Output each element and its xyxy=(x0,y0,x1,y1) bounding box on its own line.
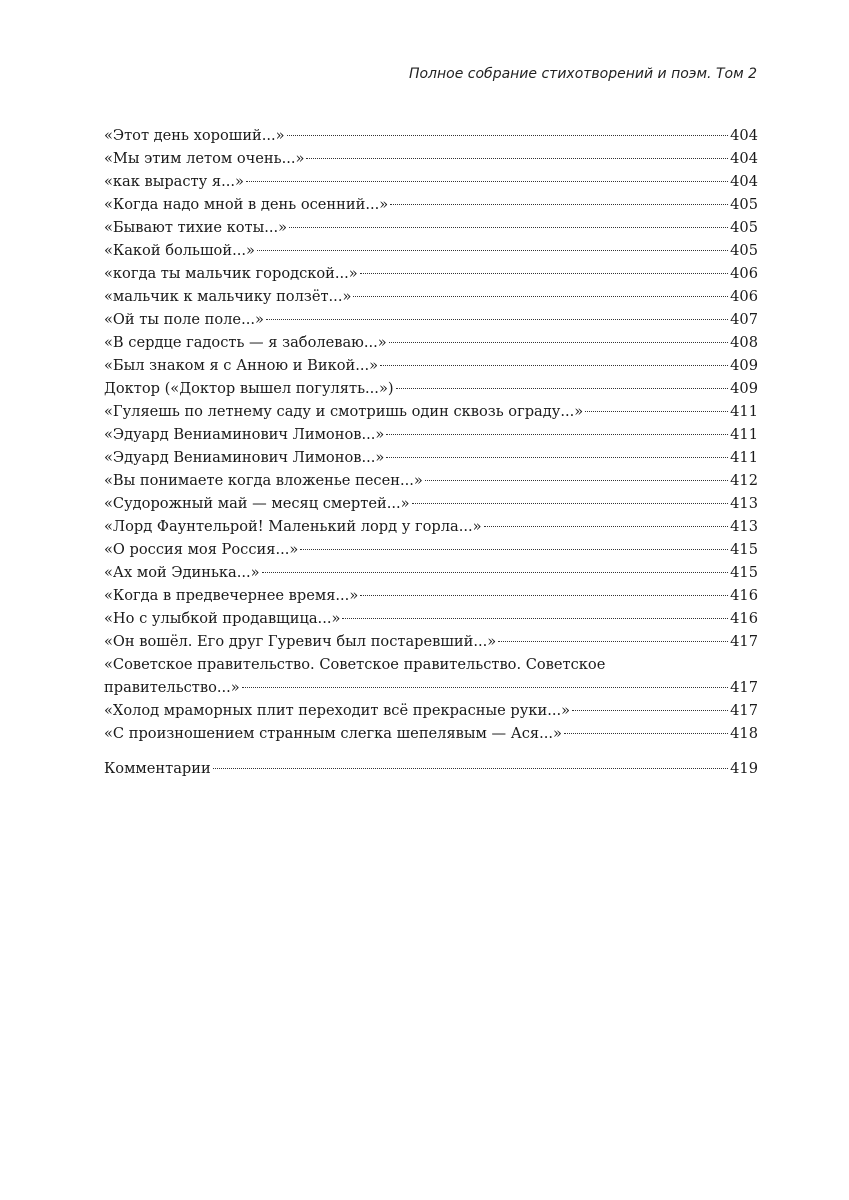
toc-entry xyxy=(104,722,758,745)
dot-leader xyxy=(564,732,728,734)
toc-entry xyxy=(104,239,758,262)
dot-leader xyxy=(396,387,729,389)
toc-page-number: 413 xyxy=(730,495,758,512)
toc-entry-title: «Эдуард Вениаминович Лимонов...» xyxy=(104,426,385,443)
toc-entry-title: «Судорожный май — месяц смертей...» xyxy=(104,495,410,512)
toc-entry xyxy=(104,630,758,653)
toc-entry-title: «Какой большой...» xyxy=(104,242,255,259)
toc-page-number: 409 xyxy=(730,357,758,374)
toc-entry xyxy=(104,538,758,561)
toc-entry xyxy=(104,124,758,147)
dot-leader xyxy=(213,767,728,769)
toc-page-number: 405 xyxy=(730,242,758,259)
dot-leader xyxy=(498,640,728,642)
toc-entry xyxy=(104,285,758,308)
toc-entry xyxy=(104,423,758,446)
toc-entry xyxy=(104,354,758,377)
dot-leader xyxy=(287,134,729,136)
toc-entry-title: Комментарии xyxy=(104,760,211,777)
dot-leader xyxy=(242,686,728,688)
toc-entry-title: «когда ты мальчик городской...» xyxy=(104,265,358,282)
toc-page-number: 415 xyxy=(730,564,758,581)
toc-entry xyxy=(104,308,758,331)
dot-leader xyxy=(306,157,728,159)
toc-page-number: 404 xyxy=(730,127,758,144)
toc-page-number: 408 xyxy=(730,334,758,351)
toc-entry xyxy=(104,400,758,423)
running-header: Полное собрание стихотворений и поэм. Том 2 xyxy=(408,66,757,82)
toc-page-number: 411 xyxy=(730,449,758,466)
toc-entry-title: «Мы этим летом очень...» xyxy=(104,150,305,167)
toc-entry-title: «Но с улыбкой продавщица...» xyxy=(104,610,341,627)
toc-entry-title: «Бывают тихие коты...» xyxy=(104,219,288,236)
toc-page-number: 413 xyxy=(730,518,758,535)
toc-entry xyxy=(104,170,758,193)
toc-entry xyxy=(104,607,758,630)
toc-entry-title: Доктор («Доктор вышел погулять...») xyxy=(104,380,394,397)
dot-leader xyxy=(572,709,728,711)
toc-entry xyxy=(104,377,758,400)
dot-leader xyxy=(412,502,729,504)
toc-entry xyxy=(104,193,758,216)
toc-entry-title: «Когда в предвечернее время...» xyxy=(104,587,359,604)
dot-leader xyxy=(342,617,728,619)
toc-entry-title: «Вы понимаете когда вложенье песен...» xyxy=(104,472,423,489)
toc-page-number: 417 xyxy=(730,633,758,650)
toc-entry xyxy=(104,331,758,354)
dot-leader xyxy=(289,226,728,228)
dot-leader xyxy=(389,341,728,343)
toc-entry-comments xyxy=(104,757,758,780)
toc-entry-title: «Ах мой Эдинька...» xyxy=(104,564,260,581)
toc-page-number: 406 xyxy=(730,288,758,305)
dot-leader xyxy=(257,249,728,251)
toc-page-number: 417 xyxy=(730,702,758,719)
dot-leader xyxy=(353,295,728,297)
toc-entry xyxy=(104,561,758,584)
toc-entry xyxy=(104,492,758,515)
toc-entry-title: «Лорд Фаунтельрой! Маленький лорд у горла...» xyxy=(104,518,482,535)
toc-page-number: 415 xyxy=(730,541,758,558)
table-of-contents xyxy=(104,124,758,780)
toc-page-number: 416 xyxy=(730,587,758,604)
toc-page-number: 406 xyxy=(730,265,758,282)
toc-entry-title-line2: правительство...» xyxy=(104,679,240,696)
toc-entry-title: «Когда надо мной в день осенний...» xyxy=(104,196,389,213)
toc-page-number: 417 xyxy=(730,679,758,696)
toc-page-number: 409 xyxy=(730,380,758,397)
toc-entry-title: «О россия моя Россия...» xyxy=(104,541,299,558)
toc-page-number: 407 xyxy=(730,311,758,328)
toc-entry xyxy=(104,584,758,607)
toc-entry xyxy=(104,469,758,492)
dot-leader xyxy=(425,479,728,481)
toc-page-number: 404 xyxy=(730,173,758,190)
toc-entry-title: «Ой ты поле поле...» xyxy=(104,311,264,328)
toc-entry xyxy=(104,147,758,170)
toc-entry-title: «С произношением странным слегка шепелявым — Ася...» xyxy=(104,725,562,742)
toc-entry-title: «В сердце гадость — я заболеваю...» xyxy=(104,334,387,351)
toc-entry-title: «Этот день хороший...» xyxy=(104,127,285,144)
dot-leader xyxy=(390,203,728,205)
toc-entry-title: «мальчик к мальчику ползёт...» xyxy=(104,288,352,305)
toc-entry xyxy=(104,216,758,239)
toc-page-number: 419 xyxy=(730,760,758,777)
toc-page-number: 411 xyxy=(730,426,758,443)
toc-entry-title: «Холод мраморных плит переходит всё прекрасные руки...» xyxy=(104,702,571,719)
toc-page-number: 412 xyxy=(730,472,758,489)
toc-entry-title: «Эдуард Вениаминович Лимонов...» xyxy=(104,449,385,466)
dot-leader xyxy=(300,548,728,550)
toc-entry xyxy=(104,446,758,469)
toc-entry-title: «Гуляешь по летнему саду и смотришь один сквозь ограду...» xyxy=(104,403,584,420)
dot-leader xyxy=(585,410,728,412)
toc-entry-title: «Был знаком я с Анною и Викой...» xyxy=(104,357,379,374)
toc-page-number: 416 xyxy=(730,610,758,627)
toc-entry-title: «как вырасту я...» xyxy=(104,173,244,190)
toc-page-number: 418 xyxy=(730,725,758,742)
toc-entry-title-line1: «Советское правительство. Советское правительство. Советское xyxy=(104,656,606,673)
toc-entry xyxy=(104,699,758,722)
toc-page-number: 404 xyxy=(730,150,758,167)
toc-page-number: 405 xyxy=(730,196,758,213)
dot-leader xyxy=(386,433,728,435)
toc-page-number: 411 xyxy=(730,403,758,420)
dot-leader xyxy=(484,525,729,527)
dot-leader xyxy=(262,571,729,573)
dot-leader xyxy=(386,456,728,458)
toc-entries xyxy=(104,699,758,745)
dot-leader xyxy=(380,364,728,366)
dot-leader xyxy=(360,594,728,596)
toc-page-number: 405 xyxy=(730,219,758,236)
toc-entry xyxy=(104,262,758,285)
toc-entry-title: «Он вошёл. Его друг Гуревич был постаревший...» xyxy=(104,633,497,650)
dot-leader xyxy=(246,180,728,182)
toc-entry xyxy=(104,515,758,538)
dot-leader xyxy=(266,318,728,320)
toc-entry xyxy=(104,653,758,699)
toc-entries xyxy=(104,124,758,653)
dot-leader xyxy=(360,272,728,274)
